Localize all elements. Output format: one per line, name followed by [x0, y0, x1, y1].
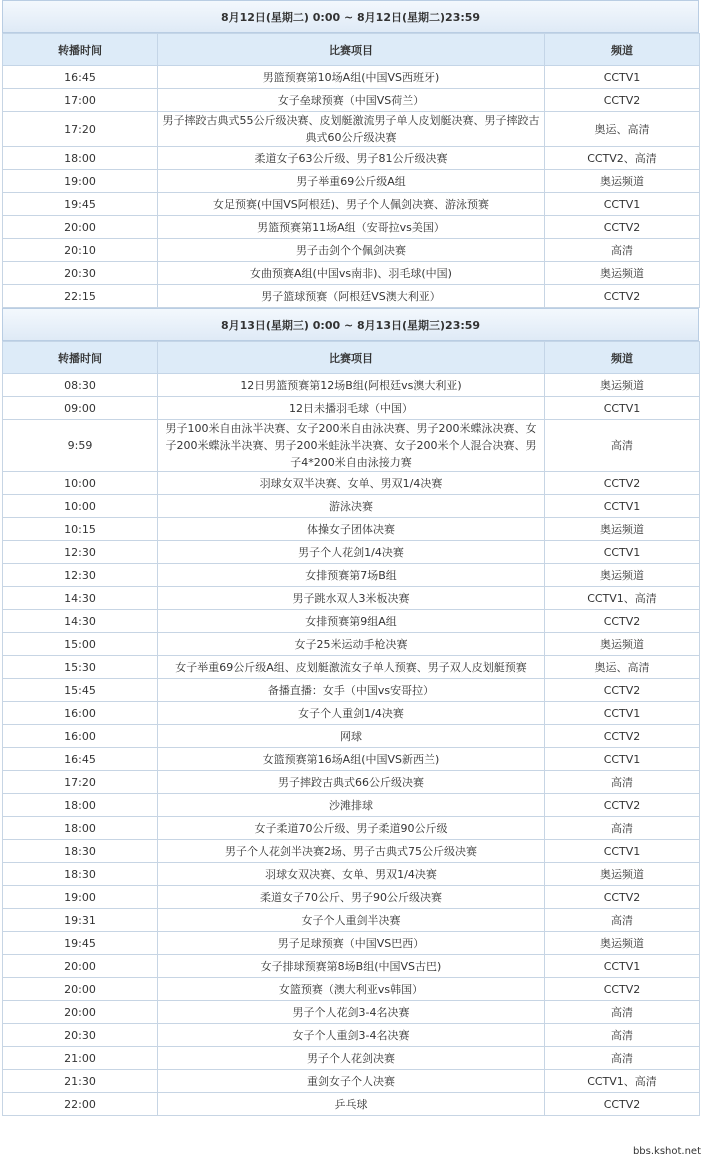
time-cell: 16:45 [3, 66, 158, 89]
column-header-row [3, 34, 700, 66]
channel-cell: 奥运、高清 [545, 112, 700, 147]
event-cell: 女曲预赛A组(中国vs南非)、羽毛球(中国) [158, 262, 545, 285]
event-cell: 女子举重69公斤级A组、皮划艇激流女子单人预赛、男子双人皮划艇预赛 [158, 656, 545, 679]
table-row [3, 610, 700, 633]
event-cell: 男篮预赛第11场A组（安哥拉vs美国） [158, 216, 545, 239]
table-row [3, 702, 700, 725]
time-cell: 12:30 [3, 541, 158, 564]
channel-cell: CCTV1 [545, 748, 700, 771]
table-row [3, 817, 700, 840]
channel-cell: CCTV2 [545, 216, 700, 239]
table-row [3, 564, 700, 587]
table-row [3, 863, 700, 886]
time-cell: 20:00 [3, 1001, 158, 1024]
channel-cell: CCTV1 [545, 397, 700, 420]
table-row [3, 840, 700, 863]
table-row [3, 771, 700, 794]
channel-cell: 奥运频道 [545, 374, 700, 397]
event-cell: 乒乓球 [158, 1093, 545, 1116]
channel-cell: 高清 [545, 420, 700, 472]
channel-cell: CCTV1 [545, 495, 700, 518]
time-cell: 16:45 [3, 748, 158, 771]
channel-cell: 奥运频道 [545, 633, 700, 656]
column-header-channel: 频道 [545, 34, 700, 66]
table-row [3, 633, 700, 656]
channel-cell: CCTV1 [545, 955, 700, 978]
table-row [3, 955, 700, 978]
time-cell: 10:15 [3, 518, 158, 541]
channel-cell: CCTV1、高清 [545, 1070, 700, 1093]
column-header-time: 转播时间 [3, 34, 158, 66]
time-cell: 19:00 [3, 170, 158, 193]
event-cell: 12日男篮预赛第12场B组(阿根廷vs澳大利亚) [158, 374, 545, 397]
event-cell: 羽球女双半决赛、女单、男双1/4决赛 [158, 472, 545, 495]
event-cell: 女子排球预赛第8场B组(中国VS古巴) [158, 955, 545, 978]
event-cell: 男子足球预赛（中国VS巴西） [158, 932, 545, 955]
table-row [3, 1070, 700, 1093]
channel-cell: 奥运频道 [545, 518, 700, 541]
event-cell: 女子个人重剑半决赛 [158, 909, 545, 932]
time-cell: 12:30 [3, 564, 158, 587]
time-cell: 19:45 [3, 193, 158, 216]
channel-cell: CCTV2 [545, 1093, 700, 1116]
event-cell: 柔道女子63公斤级、男子81公斤级决赛 [158, 147, 545, 170]
schedule [2, 0, 699, 1116]
time-cell: 9:59 [3, 420, 158, 472]
channel-cell: CCTV2 [545, 472, 700, 495]
event-cell: 男子个人花剑半决赛2场、男子古典式75公斤级决赛 [158, 840, 545, 863]
table-row [3, 285, 700, 308]
event-cell: 女篮预赛第16场A组(中国VS新西兰) [158, 748, 545, 771]
table-row [3, 89, 700, 112]
channel-cell: 高清 [545, 1024, 700, 1047]
event-cell: 女子个人重剑3-4名决赛 [158, 1024, 545, 1047]
table-row [3, 656, 700, 679]
time-cell: 20:30 [3, 1024, 158, 1047]
event-cell: 男子100米自由泳半决赛、女子200米自由泳决赛、男子200米蝶泳决赛、女子200米蝶泳半决赛、男子200米蛙泳半决赛、女子200米个人混合决赛、男子4*200米自由泳接力赛 [158, 420, 545, 472]
time-cell: 20:00 [3, 955, 158, 978]
event-cell: 女子柔道70公斤级、男子柔道90公斤级 [158, 817, 545, 840]
event-cell: 男子个人花剑1/4决赛 [158, 541, 545, 564]
time-cell: 18:30 [3, 863, 158, 886]
table-row [3, 170, 700, 193]
time-cell: 22:15 [3, 285, 158, 308]
column-header-event: 比赛项目 [158, 34, 545, 66]
time-cell: 09:00 [3, 397, 158, 420]
table-row [3, 794, 700, 817]
time-cell: 17:20 [3, 112, 158, 147]
event-cell: 男子摔跤古典式66公斤级决赛 [158, 771, 545, 794]
watermark: bbs.kshot.net [632, 1146, 701, 1157]
time-cell: 17:00 [3, 89, 158, 112]
channel-cell: CCTV1、高清 [545, 587, 700, 610]
event-cell: 网球 [158, 725, 545, 748]
channel-cell: CCTV2 [545, 285, 700, 308]
time-cell: 10:00 [3, 472, 158, 495]
time-cell: 21:00 [3, 1047, 158, 1070]
event-cell: 女子垒球预赛（中国VS荷兰） [158, 89, 545, 112]
event-cell: 沙滩排球 [158, 794, 545, 817]
time-cell: 16:00 [3, 702, 158, 725]
table-row [3, 1047, 700, 1070]
channel-cell: CCTV1 [545, 702, 700, 725]
channel-cell: 高清 [545, 1047, 700, 1070]
table-row [3, 420, 700, 472]
time-cell: 18:00 [3, 147, 158, 170]
event-cell: 重剑女子个人决赛 [158, 1070, 545, 1093]
schedule-table-day1 [2, 33, 700, 308]
table-row [3, 587, 700, 610]
time-cell: 10:00 [3, 495, 158, 518]
event-cell: 男子举重69公斤级A组 [158, 170, 545, 193]
time-cell: 19:31 [3, 909, 158, 932]
column-header-event: 比赛项目 [158, 342, 545, 374]
channel-cell: CCTV2 [545, 794, 700, 817]
table-row [3, 66, 700, 89]
time-cell: 15:45 [3, 679, 158, 702]
time-cell: 16:00 [3, 725, 158, 748]
time-cell: 18:00 [3, 794, 158, 817]
table-row [3, 147, 700, 170]
time-cell: 19:45 [3, 932, 158, 955]
event-cell: 女篮预赛（澳大利亚vs韩国） [158, 978, 545, 1001]
column-header-time: 转播时间 [3, 342, 158, 374]
time-cell: 18:30 [3, 840, 158, 863]
column-header-channel: 频道 [545, 342, 700, 374]
table-row [3, 397, 700, 420]
table-row [3, 541, 700, 564]
channel-cell: 高清 [545, 1001, 700, 1024]
event-cell: 男子个人花剑决赛 [158, 1047, 545, 1070]
table-row [3, 472, 700, 495]
time-cell: 22:00 [3, 1093, 158, 1116]
channel-cell: 高清 [545, 817, 700, 840]
event-cell: 男子跳水双人3米板决赛 [158, 587, 545, 610]
event-cell: 体操女子团体决赛 [158, 518, 545, 541]
time-cell: 18:00 [3, 817, 158, 840]
table-row [3, 978, 700, 1001]
time-cell: 20:00 [3, 216, 158, 239]
channel-cell: 奥运频道 [545, 564, 700, 587]
channel-cell: CCTV2、高清 [545, 147, 700, 170]
channel-cell: 奥运频道 [545, 262, 700, 285]
channel-cell: CCTV2 [545, 978, 700, 1001]
schedule-table-day2 [2, 341, 700, 1116]
event-cell: 女排预赛第7场B组 [158, 564, 545, 587]
table-row [3, 1093, 700, 1116]
time-cell: 20:00 [3, 978, 158, 1001]
event-cell: 男子篮球预赛（阿根廷VS澳大利亚） [158, 285, 545, 308]
channel-cell: CCTV1 [545, 66, 700, 89]
table-row [3, 1001, 700, 1024]
event-cell: 游泳决赛 [158, 495, 545, 518]
time-cell: 19:00 [3, 886, 158, 909]
event-cell: 12日未播羽毛球（中国） [158, 397, 545, 420]
event-cell: 女足预赛(中国VS阿根廷)、男子个人佩剑决赛、游泳预赛 [158, 193, 545, 216]
channel-cell: 奥运、高清 [545, 656, 700, 679]
channel-cell: CCTV2 [545, 679, 700, 702]
time-cell: 14:30 [3, 610, 158, 633]
table-row [3, 239, 700, 262]
column-header-row [3, 342, 700, 374]
time-cell: 15:30 [3, 656, 158, 679]
time-cell: 14:30 [3, 587, 158, 610]
time-cell: 20:30 [3, 262, 158, 285]
channel-cell: CCTV2 [545, 886, 700, 909]
event-cell: 男子击剑个个佩剑决赛 [158, 239, 545, 262]
table-row [3, 748, 700, 771]
table-row [3, 112, 700, 147]
table-row [3, 932, 700, 955]
day-header: 8月12日(星期二) 0:00 ~ 8月12日(星期二)23:59 [2, 0, 699, 33]
channel-cell: CCTV1 [545, 840, 700, 863]
time-cell: 20:10 [3, 239, 158, 262]
time-cell: 15:00 [3, 633, 158, 656]
channel-cell: 奥运频道 [545, 863, 700, 886]
event-cell: 女子个人重剑1/4决赛 [158, 702, 545, 725]
table-row [3, 725, 700, 748]
event-cell: 柔道女子70公斤、男子90公斤级决赛 [158, 886, 545, 909]
channel-cell: 高清 [545, 239, 700, 262]
event-cell: 女排预赛第9组A组 [158, 610, 545, 633]
channel-cell: 高清 [545, 909, 700, 932]
table-row [3, 193, 700, 216]
day-header: 8月13日(星期三) 0:00 ~ 8月13日(星期三)23:59 [2, 308, 699, 341]
channel-cell: CCTV2 [545, 610, 700, 633]
event-cell: 男子摔跤古典式55公斤级决赛、皮划艇激流男子单人皮划艇决赛、男子摔跤古典式60公斤级决赛 [158, 112, 545, 147]
table-row [3, 495, 700, 518]
event-cell: 备播直播：女手（中国vs安哥拉） [158, 679, 545, 702]
time-cell: 21:30 [3, 1070, 158, 1093]
event-cell: 男子个人花剑3-4名决赛 [158, 1001, 545, 1024]
event-cell: 女子25米运动手枪决赛 [158, 633, 545, 656]
time-cell: 17:20 [3, 771, 158, 794]
table-row [3, 886, 700, 909]
table-row [3, 518, 700, 541]
table-row [3, 216, 700, 239]
time-cell: 08:30 [3, 374, 158, 397]
channel-cell: 奥运频道 [545, 932, 700, 955]
channel-cell: CCTV2 [545, 725, 700, 748]
event-cell: 羽球女双决赛、女单、男双1/4决赛 [158, 863, 545, 886]
channel-cell: 高清 [545, 771, 700, 794]
event-cell: 男篮预赛第10场A组(中国VS西班牙) [158, 66, 545, 89]
table-row [3, 909, 700, 932]
channel-cell: CCTV1 [545, 193, 700, 216]
channel-cell: 奥运频道 [545, 170, 700, 193]
channel-cell: CCTV1 [545, 541, 700, 564]
table-row [3, 262, 700, 285]
table-row [3, 374, 700, 397]
channel-cell: CCTV2 [545, 89, 700, 112]
table-row [3, 679, 700, 702]
table-row [3, 1024, 700, 1047]
